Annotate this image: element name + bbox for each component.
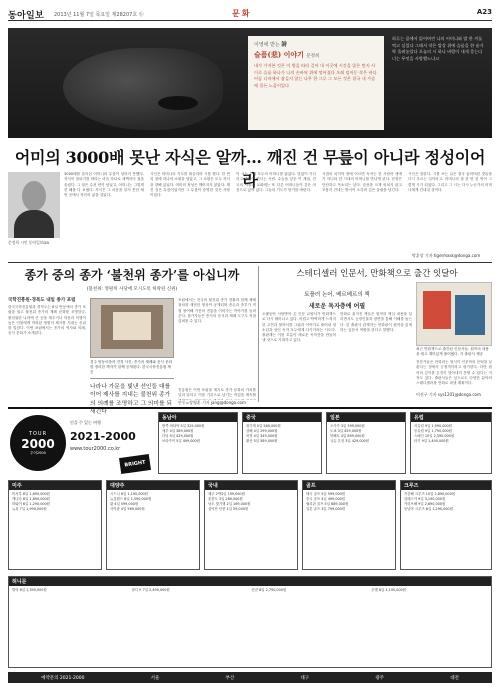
strip-item: 대전 xyxy=(450,675,459,681)
strip-item: 예약문의 2021-2000 xyxy=(41,675,85,681)
tour-logo-number: 2000 xyxy=(21,436,55,451)
ad-block-lines xyxy=(411,422,491,446)
main-col-4: 시집의 마지막 장에 이르면 독자는 한 사람의 생애가 아니라 한 시대의 어머니를 만나게 된다. 문장은 단단하고 목소리는 낮다. 슬픔을 크게 외치지 않고 조용히 건네는 방식이 오히려 깊은 울림을 남긴다. xyxy=(322,172,402,192)
tour-tagline: 믿을 수 있는 여행 xyxy=(70,420,101,425)
column-rule xyxy=(258,266,259,402)
ad-block-lines xyxy=(205,490,297,514)
ad-line: 뉴욕 7일 1,990,000원 xyxy=(12,506,47,511)
strip-item: 대구 xyxy=(300,675,310,681)
left-deck: (불천위: 영원히 사당에 모시도록 허락된 신위) xyxy=(86,287,178,292)
ad-line: 몰디브 7일 2,490,000원 xyxy=(131,588,170,592)
right-photo xyxy=(416,282,492,346)
right-deck-2: 새로운 독자층에 어필 xyxy=(308,303,366,310)
ad-line: 도쿄 3일 459,000원 xyxy=(330,428,362,433)
ad-line: 다낭 5일 429,000원 xyxy=(162,433,194,438)
right-headline: 스테디셀러 인문서, 만화책으로 출간 잇달아 xyxy=(296,269,458,279)
ad-line: 세부 4일 389,000원 xyxy=(162,428,194,433)
ad-line: 사이판 4일 569,000원 xyxy=(110,506,145,511)
ad-line: 북경 4일 349,000원 xyxy=(246,433,278,438)
ad-line: 방콕 파타야 5일 329,000원 xyxy=(162,424,205,428)
ad-line: 오사카 3일 399,000원 xyxy=(330,424,365,428)
ad-line: 장가계 5일 569,000원 xyxy=(246,424,281,428)
poem-column xyxy=(248,36,384,130)
ad-block-lines xyxy=(401,490,491,514)
ad-line: 터키 9일 1,490,000원 xyxy=(414,438,449,443)
poem-title-text: 슬픔(悲) 이야기 xyxy=(254,50,304,59)
section-divider xyxy=(8,262,492,263)
ad-line: 남도 맛기행 2일 169,000원 xyxy=(208,501,251,506)
right-col-3: 전문가들은 만화라는 형식이 인문학의 문턱을 낮춘다는 점에서 긍정적이라고 평가한다. 다만 원작의 깊이를 온전히 담아내지 못할 수 있다는 지적도 있다. 출판사들은 앞으로도 다양한 분야의 스테디셀러를 만화로 펴낼 계획이다. xyxy=(416,360,492,386)
ad-block-lines xyxy=(9,490,101,514)
portrait-caption: 문정희 시인 동아일보DB xyxy=(8,240,49,245)
masthead: 동아일보 xyxy=(8,10,44,21)
main-headline: 어미의 3000배 못난 자식은 알까… 깨진 건 무릎이 아니라 정성이어라 xyxy=(14,148,486,190)
ad-line: 스페인 10일 2,390,000원 xyxy=(414,433,455,438)
main-col-1: 3000배를 올리던 어머니의 무릎이 성하지 못했다. 자식이 잘되기를 바라는 마음 하나로 새벽마다 절을 올렸다. 그 절은 수천 번이 넘었고, 어머니는 그렇게 한 해를 다 보냈다. 자식은 그 마음을 알지 못한 채 먼 곳에서 자신의 삶을 살았다. xyxy=(64,172,144,198)
ad-block-title: 대양주 xyxy=(107,481,199,490)
page-number: A23 xyxy=(476,8,492,16)
ad-block-lines xyxy=(327,422,405,446)
ad-block-title: 중국 xyxy=(243,413,321,422)
right-col-1: 오랫동안 사랑받아 온 인문 교양서가 만화책으로 다시 태어나고 있다. 어렵고 딱딱하게 느껴지던 고전과 철학서를 그림과 이야기로 풀어내 청소년과 성인 독자 모두에게 다가가려는 시도다. 출판계는 이런 흐름이 새로운 독자층을 만들어낼 것으로 기대하고 있다. xyxy=(262,312,336,343)
ad-line: 시드니 6일 1,190,000원 xyxy=(110,492,148,496)
ad-line: 상해 4일 299,000원 xyxy=(246,428,278,433)
ad-block-lines xyxy=(243,422,321,446)
strip-item: 광주 xyxy=(375,675,385,681)
left-col-2: 포럼에서는 전국의 불천위 종가 현황과 함께 제례 절차를 재현한 영상이 공개되며 종손과 종부가 직접 참여해 가문의 전통을 이어가는 이야기를 들려준다. 참가자들은 종가의 음식과 제례 도구도 직접 살펴볼 수 있다. xyxy=(178,298,256,324)
portrait-body xyxy=(14,210,54,238)
tour-logo xyxy=(10,415,66,471)
poem-body: 내가 가져본 것은 이 방을 따라 걸어 내 이곳에 시간을 잃은 먼지 사이로 슬픔 하나가 나의 손바닥 위에 떨어졌다 오래 덮어둔 작은 바다 어둠 너머에서 잠들지 않는 나무 한 그루 그 모든 것은 결국 내 가슴에 물든 노을이었다 xyxy=(254,63,377,88)
column-label-prefix: 이영애 받는 xyxy=(254,42,280,48)
tour-url: www.tour2000.co.kr xyxy=(70,446,121,452)
ad-block xyxy=(242,412,322,474)
ad-line: 필리핀 골프 5일 689,000원 xyxy=(306,501,349,506)
author-portrait xyxy=(8,172,60,238)
book-cover-red xyxy=(423,291,451,329)
tour-phone: 2021-2000 xyxy=(70,430,136,443)
right-col-2: 만화로 옮겨진 책들은 원작의 핵심 내용을 살리면서도 등장인물과 장면을 통해 이해를 돕는다. 한 출판사 관계자는 만화판이 원작을 읽게 하는 입문서 역할을 한다고 말했다. xyxy=(340,312,412,332)
tour-logo-label: TOUR xyxy=(28,430,48,437)
right-byline: 이진구 기자 sys1201@donga.com xyxy=(416,392,481,397)
main-col-3: 이 시는 우리 모두의 어머니를 닮았다. 말없이 기다리고 말없이 견디는 사람. 수능을 앞둔 이 계절, 전국의 사찰과 교회에는 또 다른 어머니들이 같은 마음으로 앉아 있다. 그들의 기도가 닿기를 바란다. xyxy=(236,172,316,192)
ad-block-title: 크루즈 xyxy=(401,481,491,490)
page-header xyxy=(8,8,492,21)
ad-line: 괌 4일 599,000원 xyxy=(110,501,139,506)
ad-line: 제주 2박3일 199,000원 xyxy=(208,492,245,496)
ad-line: 동유럽 9일 1,790,000원 xyxy=(414,428,452,433)
ad-block xyxy=(326,412,406,474)
ad-block-title: 유럽 xyxy=(411,413,491,422)
ad-contact-strip xyxy=(8,672,492,683)
ad-line: 칸쿤 8일 2,790,000원 xyxy=(251,588,287,592)
hero-right-text: 하루는 꿈에서 잃어버린 나의 어머니와 밥 한 끼를 먹고 싶었다 그래서 작은 밥상 위에 슬픔을 한 숟가락 올려놓았다 오늘의 시 하나 바람이 내게 묻는다 너는 무엇을 사랑했느냐고 xyxy=(392,36,484,61)
ad-block-lines xyxy=(303,490,395,514)
ad-line: 일본 골프 3일 799,000원 xyxy=(306,506,346,511)
ad-line: 뉴질랜드 8일 1,590,000원 xyxy=(110,496,152,501)
ad-line: 미서부 8일 1,690,000원 xyxy=(12,492,50,496)
left-kicker: 국학진흥원-경북도 내일 종가 포럼 xyxy=(8,298,76,303)
hero-ink-shadow xyxy=(158,96,198,110)
ad-block-lines xyxy=(107,490,199,514)
column-label xyxy=(254,40,378,48)
left-byline: 안동=장영훈 기자 jang@donga.com xyxy=(178,400,246,405)
ad-block xyxy=(204,480,298,570)
ad-line: 규슈 온천 3일 429,000원 xyxy=(330,438,370,443)
book-cover-blue xyxy=(455,295,485,335)
ad-line: 중국 골프 4일 499,000원 xyxy=(306,496,346,501)
ad-line: 지중해 크루즈 10일 2,890,000원 xyxy=(404,492,456,496)
main-col-2: 시인은 어머니의 기도를 떠올리며 시를 썼다. 한 번의 절에 하나의 소원을 담았고, 그 소원은 모두 자식을 향해 있었다. 어미의 정성은 깨어지지 않았다. 깨진 것은 무릎이었지만 그 무릎이 증명한 것은 사랑이었다. xyxy=(150,172,230,198)
ad-block-title: 동남아 xyxy=(159,413,237,422)
ad-block-wide xyxy=(8,576,492,668)
ad-line: 서유럽 9일 1,990,000원 xyxy=(414,424,452,428)
left-photo xyxy=(90,298,174,358)
strip-item: 부산 xyxy=(225,675,235,681)
strip-item: 서울 xyxy=(150,675,160,681)
tour-logo-sub: 투어2000 xyxy=(30,450,46,455)
ad-line: 태국 골프 5일 599,000원 xyxy=(306,492,346,496)
portrait-face xyxy=(22,181,46,211)
right-deck-1: 토플러 논어, 베르베르의 책 xyxy=(304,292,370,298)
ad-line: 보라카이 5일 499,000원 xyxy=(162,438,200,443)
ad-line: 푸껫 6일 1,190,000원 xyxy=(371,588,406,592)
ad-block-title: 허니문 xyxy=(9,577,491,586)
left-col-1: 한국국학진흥원과 경북도는 8일 안동에서 종가 포럼을 열고 불천위 종가의 제례 문화를 조명한다. 불천위란 나라에 큰 공을 세우거나 학문과 덕행이 높은 인물에게 허락된 영원히 제사를 지내는 신위를 말한다. 이번 포럼에서는 종가의 역사와 의례, 음식 문화가 소개된다. xyxy=(8,305,86,336)
poem-title xyxy=(254,50,378,60)
ad-line: 설악산 단풍 1일 59,000원 xyxy=(208,506,249,511)
poem-author: 문정희 xyxy=(306,54,320,59)
ad-line: 카리브해 9일 2,690,000원 xyxy=(404,501,446,506)
ad-line: 캐나다 8일 1,890,000원 xyxy=(12,496,50,501)
left-col-3: 진흥원은 이번 포럼을 계기로 종가 문화의 가치를 널리 알리고 이를 기록으로 남기는 작업을 계속할 xyxy=(178,388,256,398)
ad-line: 발리 6일 1,390,000원 xyxy=(12,588,47,592)
ad-line: 울릉도 3일 289,000원 xyxy=(208,496,243,501)
ad-block-title: 골프 xyxy=(303,481,395,490)
ad-block xyxy=(302,480,396,570)
ad-line: 황산 5일 589,000원 xyxy=(246,438,278,443)
ad-block xyxy=(8,480,102,570)
ad-line: 북해도 4일 899,000원 xyxy=(330,433,365,438)
ad-block xyxy=(158,412,238,474)
ad-line: 동남아 크루즈 6일 1,290,000원 xyxy=(404,506,453,511)
ad-block-title: 일본 xyxy=(327,413,405,422)
left-photo-center xyxy=(113,312,151,340)
main-byline: 박훈상 기자 tigermask@donga.com xyxy=(412,253,481,258)
right-photo-caption: 최근 만화책으로 출간된 인문서들. 원작의 내용을 쉽고 재미있게 풀어냈다. 각 출판사 제공 xyxy=(416,347,489,356)
ad-block-title: 미주 xyxy=(9,481,101,490)
main-col-5: 시인은 말한다. 시를 쓰는 일은 결국 잃어버린 것들을 다시 부르는 일이라고. 어머니의 절 한 번 한 번이 그렇게 시가 되었다. 그리고 그 시는 다시 누군가의 어머니에게 건네질 것이다. xyxy=(408,172,492,192)
column-label-name: 詩 xyxy=(281,42,287,48)
ad-block xyxy=(410,412,492,474)
left-pullquote: 나라나 가문을 빛낸 선인들 대를 이어 제사를 지내는 불천위 종가의 의례를 조명하고 그 의미를 되새긴다 xyxy=(90,378,174,417)
ad-block xyxy=(106,480,200,570)
hero-silhouette xyxy=(63,48,223,130)
left-photo-caption: 경주 양동마을의 전경 사진. 종가의 제례와 음식 문화를 정리한 책자가 함께 공개된다. 한국국학진흥원 제공 xyxy=(90,360,173,374)
ad-line: 하와이 6일 1,290,000원 xyxy=(12,501,50,506)
issue-info: 2013년 11월 7일 목요일 제28207호 ⓑ xyxy=(53,11,144,18)
ad-block xyxy=(400,480,492,570)
ad-block-lines xyxy=(9,586,491,595)
ad-block-title: 국내 xyxy=(205,481,297,490)
section-name: 문화 xyxy=(232,9,252,18)
ad-block-lines xyxy=(159,422,237,446)
ad-line: 알래스카 9일 3,190,000원 xyxy=(404,496,446,501)
left-headline: 종가 중의 종가 ‘불천위 종가’를 아십니까 xyxy=(24,268,240,282)
bright-badge: BRIGHT xyxy=(119,454,151,474)
